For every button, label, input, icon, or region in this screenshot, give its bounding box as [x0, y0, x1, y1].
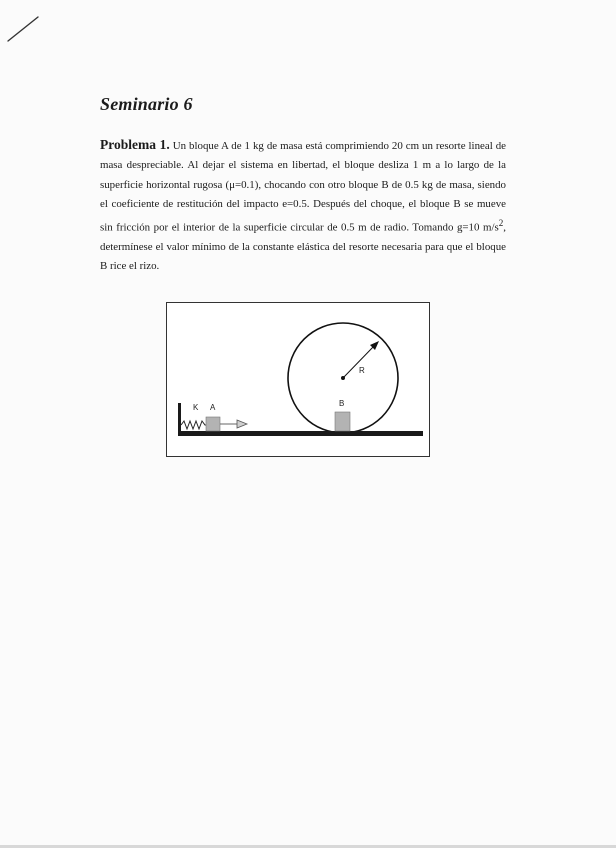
spring-wall: [178, 403, 181, 436]
spring-label: K: [193, 403, 199, 412]
block-a: [206, 417, 220, 431]
ground-surface: [179, 431, 423, 436]
pen-stroke-mark: [4, 14, 44, 44]
problem-statement: [100, 135, 506, 277]
spring: [181, 421, 207, 429]
block-b: [335, 412, 350, 431]
problem-text-part-1: Un bloque A de 1 kg de masa está comprimiendo 20 cm un resorte lineal de masa despreciable. Al dejar el sistema en libertad, el bloque desliza 1 m a lo largo de la superficie horizontal rugosa (μ=0.1), chocando con otro bloque B de 0.5 kg de masa, siendo el coeficiente de restitución del impacto e=0.5. Después del choque, el bloque B se mueve sin fricción por el interior de la superficie circular de 0.5 m de radio. Tomando g=10 m/s: [100, 140, 506, 234]
radius-label: R: [359, 366, 365, 375]
loop-diagram: [167, 303, 429, 456]
block-b-label: B: [339, 399, 345, 408]
velocity-arrow-head: [237, 420, 247, 428]
problem-superscript: 2: [498, 218, 504, 229]
problem-figure: [166, 302, 430, 457]
problem-text-part-2: , determínese el valor mínimo de la constante elástica del resorte necesaria para que el bloque B rice el rizo.: [100, 221, 506, 273]
page-title: Seminario 6: [100, 94, 193, 114]
problem-label: Problema 1.: [100, 137, 170, 152]
block-a-label: A: [210, 403, 216, 412]
